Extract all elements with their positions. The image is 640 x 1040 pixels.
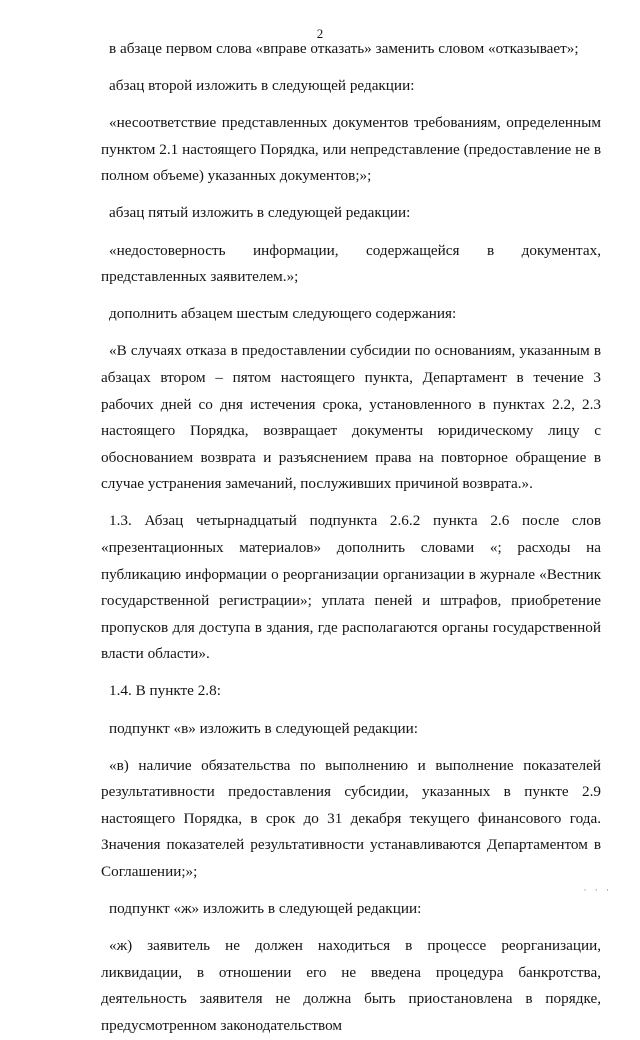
document-body	[101, 36, 601, 1040]
paragraph-10: подпункт «в» изложить в следующей редакции:	[109, 719, 418, 737]
paragraph-12: подпункт «ж» изложить в следующей редакции:	[109, 900, 422, 918]
paragraph-6: дополнить абзацем шестым следующего содержания:	[109, 305, 457, 323]
page-number: 2	[316, 26, 324, 41]
paragraph-5: «недостоверность информации, содержащейся в документах, представленных заявителем.»;	[101, 241, 601, 286]
paragraph-13: «ж) заявитель не должен находиться в процессе реорганизации, ликвидации, в отношении его не введена процедура банкротства, деятельность заявителя не должна быть приостановлена в порядке, предусмотренном законодательством	[101, 937, 601, 1034]
paragraph-1: в абзаце первом слова «вправе отказать» заменить словом «отказывает»;	[109, 40, 579, 57]
paragraph-4: абзац пятый изложить в следующей редакции:	[109, 204, 411, 222]
paragraph-9: 1.4. В пункте 2.8:	[109, 682, 221, 700]
paragraph-2: абзац второй изложить в следующей редакции:	[109, 77, 415, 95]
paragraph-3: «несоответствие представленных документов требованиям, определенным пунктом 2.1 настоящего Порядка, или непредставление (предоставление не в полном объеме) указанных документов;»;	[101, 114, 601, 185]
paragraph-8: 1.3. Абзац четырнадцатый подпункта 2.6.2 пункта 2.6 после слов «презентационных материалов» дополнить словами «; расходы на публикацию информации о реорганизации организации в журнале «Вестник государственной регистрации»; уплата пеней и штрафов, приобретение пропусков для доступа в здания, где располагаются органы государственной власти области».	[101, 512, 601, 663]
paragraph-11: «в) наличие обязательства по выполнению и выполнение показателей результативности предоставления субсидии, указанных в пункте 2.9 настоящего Порядка, в срок до 31 декабря текущего финансового года. Значения показателей результативности устанавливаются Департаментом в Соглашении;»;	[101, 756, 601, 881]
paragraph-7: «В случаях отказа в предоставлении субсидии по основаниям, указанным в абзацах втором – пятом настоящего пункта, Департамент в течение 3 рабочих дней со дня истечения срока, установленного в пунктах 2.2, 2.3 настоящего Порядка, возвращает документы юридическому лицу с обоснованием возврата и разъяснением права на повторное обращение в случае устранения замечаний, послуживших причиной возврата.».	[101, 342, 601, 493]
scan-marks: · · ·	[583, 885, 612, 895]
